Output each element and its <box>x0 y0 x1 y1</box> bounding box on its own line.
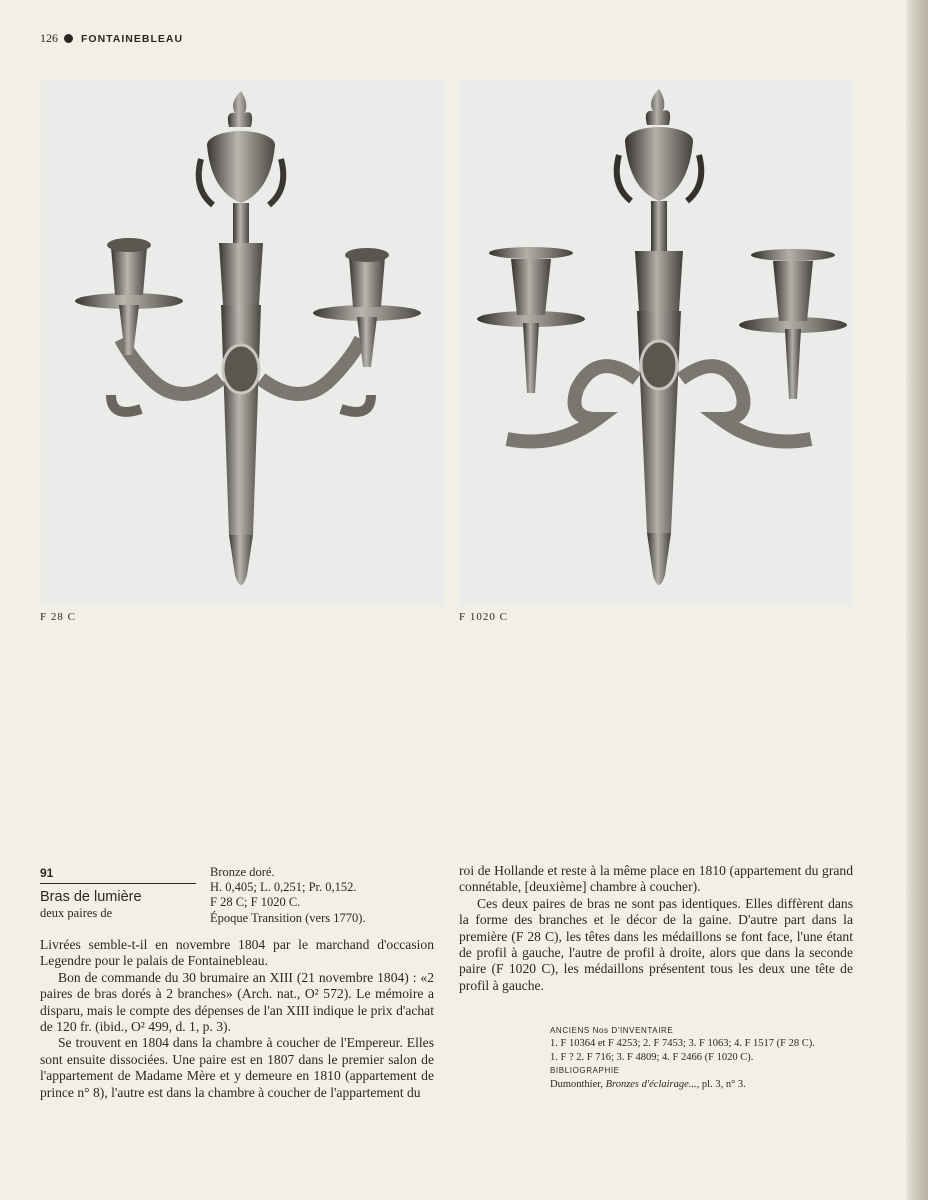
paragraph: Bon de commande du 30 brumaire an XIII (21 novembre 1804) : «2 paires de bras dorés à 2 branches» (Arch. nat., O² 572). Le mémoire a disparu, mais le compte des dépenses de l'an XIII indique le prix d'achat de 120 fr. (ibid., O² 499, d. 1, p. 3). <box>40 969 434 1035</box>
spec-line: Bronze doré. <box>210 865 275 879</box>
sconce-illustration <box>41 79 445 606</box>
paragraph: roi de Hollande et reste à la même place en 1810 (appartement du grand connétable, [deuxième] chambre à coucher). <box>459 863 853 895</box>
entry-subtitle: deux paires de <box>40 906 113 920</box>
catalogue-number: 91 <box>40 866 54 880</box>
spec-line: F 28 C; F 1020 C. <box>210 895 301 910</box>
sconce-illustration <box>459 79 852 606</box>
paragraph: Ces deux paires de bras ne sont pas identiques. Elles diffèrent dans la forme des branches et le décor de la gaine. D'autre part dans la première (F 28 C), les têtes dans les médaillons se font face, l'une étant de profil à gauche, l'autre de profil à droite, alors que dans la seconde paire (F 1020 C), les médaillons présentent tous les deux une tête de profil à gauche. <box>459 895 853 993</box>
spec-line: Époque Transition (vers 1770). <box>210 910 366 925</box>
bullet-icon <box>64 34 73 43</box>
biblio-title: Bronzes d'éclairage..., <box>605 1078 700 1090</box>
body-column-right <box>459 863 853 994</box>
notes-block <box>550 1024 852 1091</box>
inventory-line: 1. F 10364 et F 4253; 2. F 7453; 3. F 1063; 4. F 1517 (F 28 C). <box>550 1038 815 1050</box>
inventory-label: ANCIENS Nos D'INVENTAIRE <box>550 1026 674 1035</box>
paragraph: Se trouvent en 1804 dans la chambre à coucher de l'Empereur. Elles sont ensuite dissociées. Une paire est en 1807 dans le premier salon de l'appartement de Madame Mère et y demeure en 1810 (appartement de prince n° 8), l'autre est dans la chambre à coucher de l'appartement du <box>40 1035 434 1100</box>
photo-sconce-f1020c <box>459 79 852 606</box>
entry-title: Bras de lumière <box>40 889 142 905</box>
spec-line: H. 0,405; L. 0,251; Pr. 0,152. <box>210 880 357 895</box>
figure-caption-2: F 1020 C <box>459 611 508 623</box>
entry-specs <box>210 865 366 926</box>
page-edge-shadow <box>906 0 928 1200</box>
running-header <box>40 31 183 46</box>
biblio-author: Dumonthier, <box>550 1078 603 1090</box>
bibliography-entry <box>550 1078 852 1091</box>
section-title: FONTAINEBLEAU <box>81 33 184 45</box>
page-number: 126 <box>40 31 58 45</box>
figure-caption-1: F 28 C <box>40 611 76 623</box>
paragraph: Livrées semble-t-il en novembre 1804 par le marchand d'occasion Legendre pour le palais de Fontainebleau. <box>40 937 434 969</box>
entry-rule <box>40 883 196 884</box>
inventory-line: 1. F ? 2. F 716; 3. F 4809; 4. F 2466 (F 1020 C). <box>550 1051 754 1063</box>
photo-sconce-f28c <box>41 79 445 606</box>
bibliography-label: BIBLIOGRAPHIE <box>550 1066 620 1076</box>
body-column-left <box>40 937 434 1101</box>
biblio-ref: pl. 3, n° 3. <box>701 1078 746 1090</box>
